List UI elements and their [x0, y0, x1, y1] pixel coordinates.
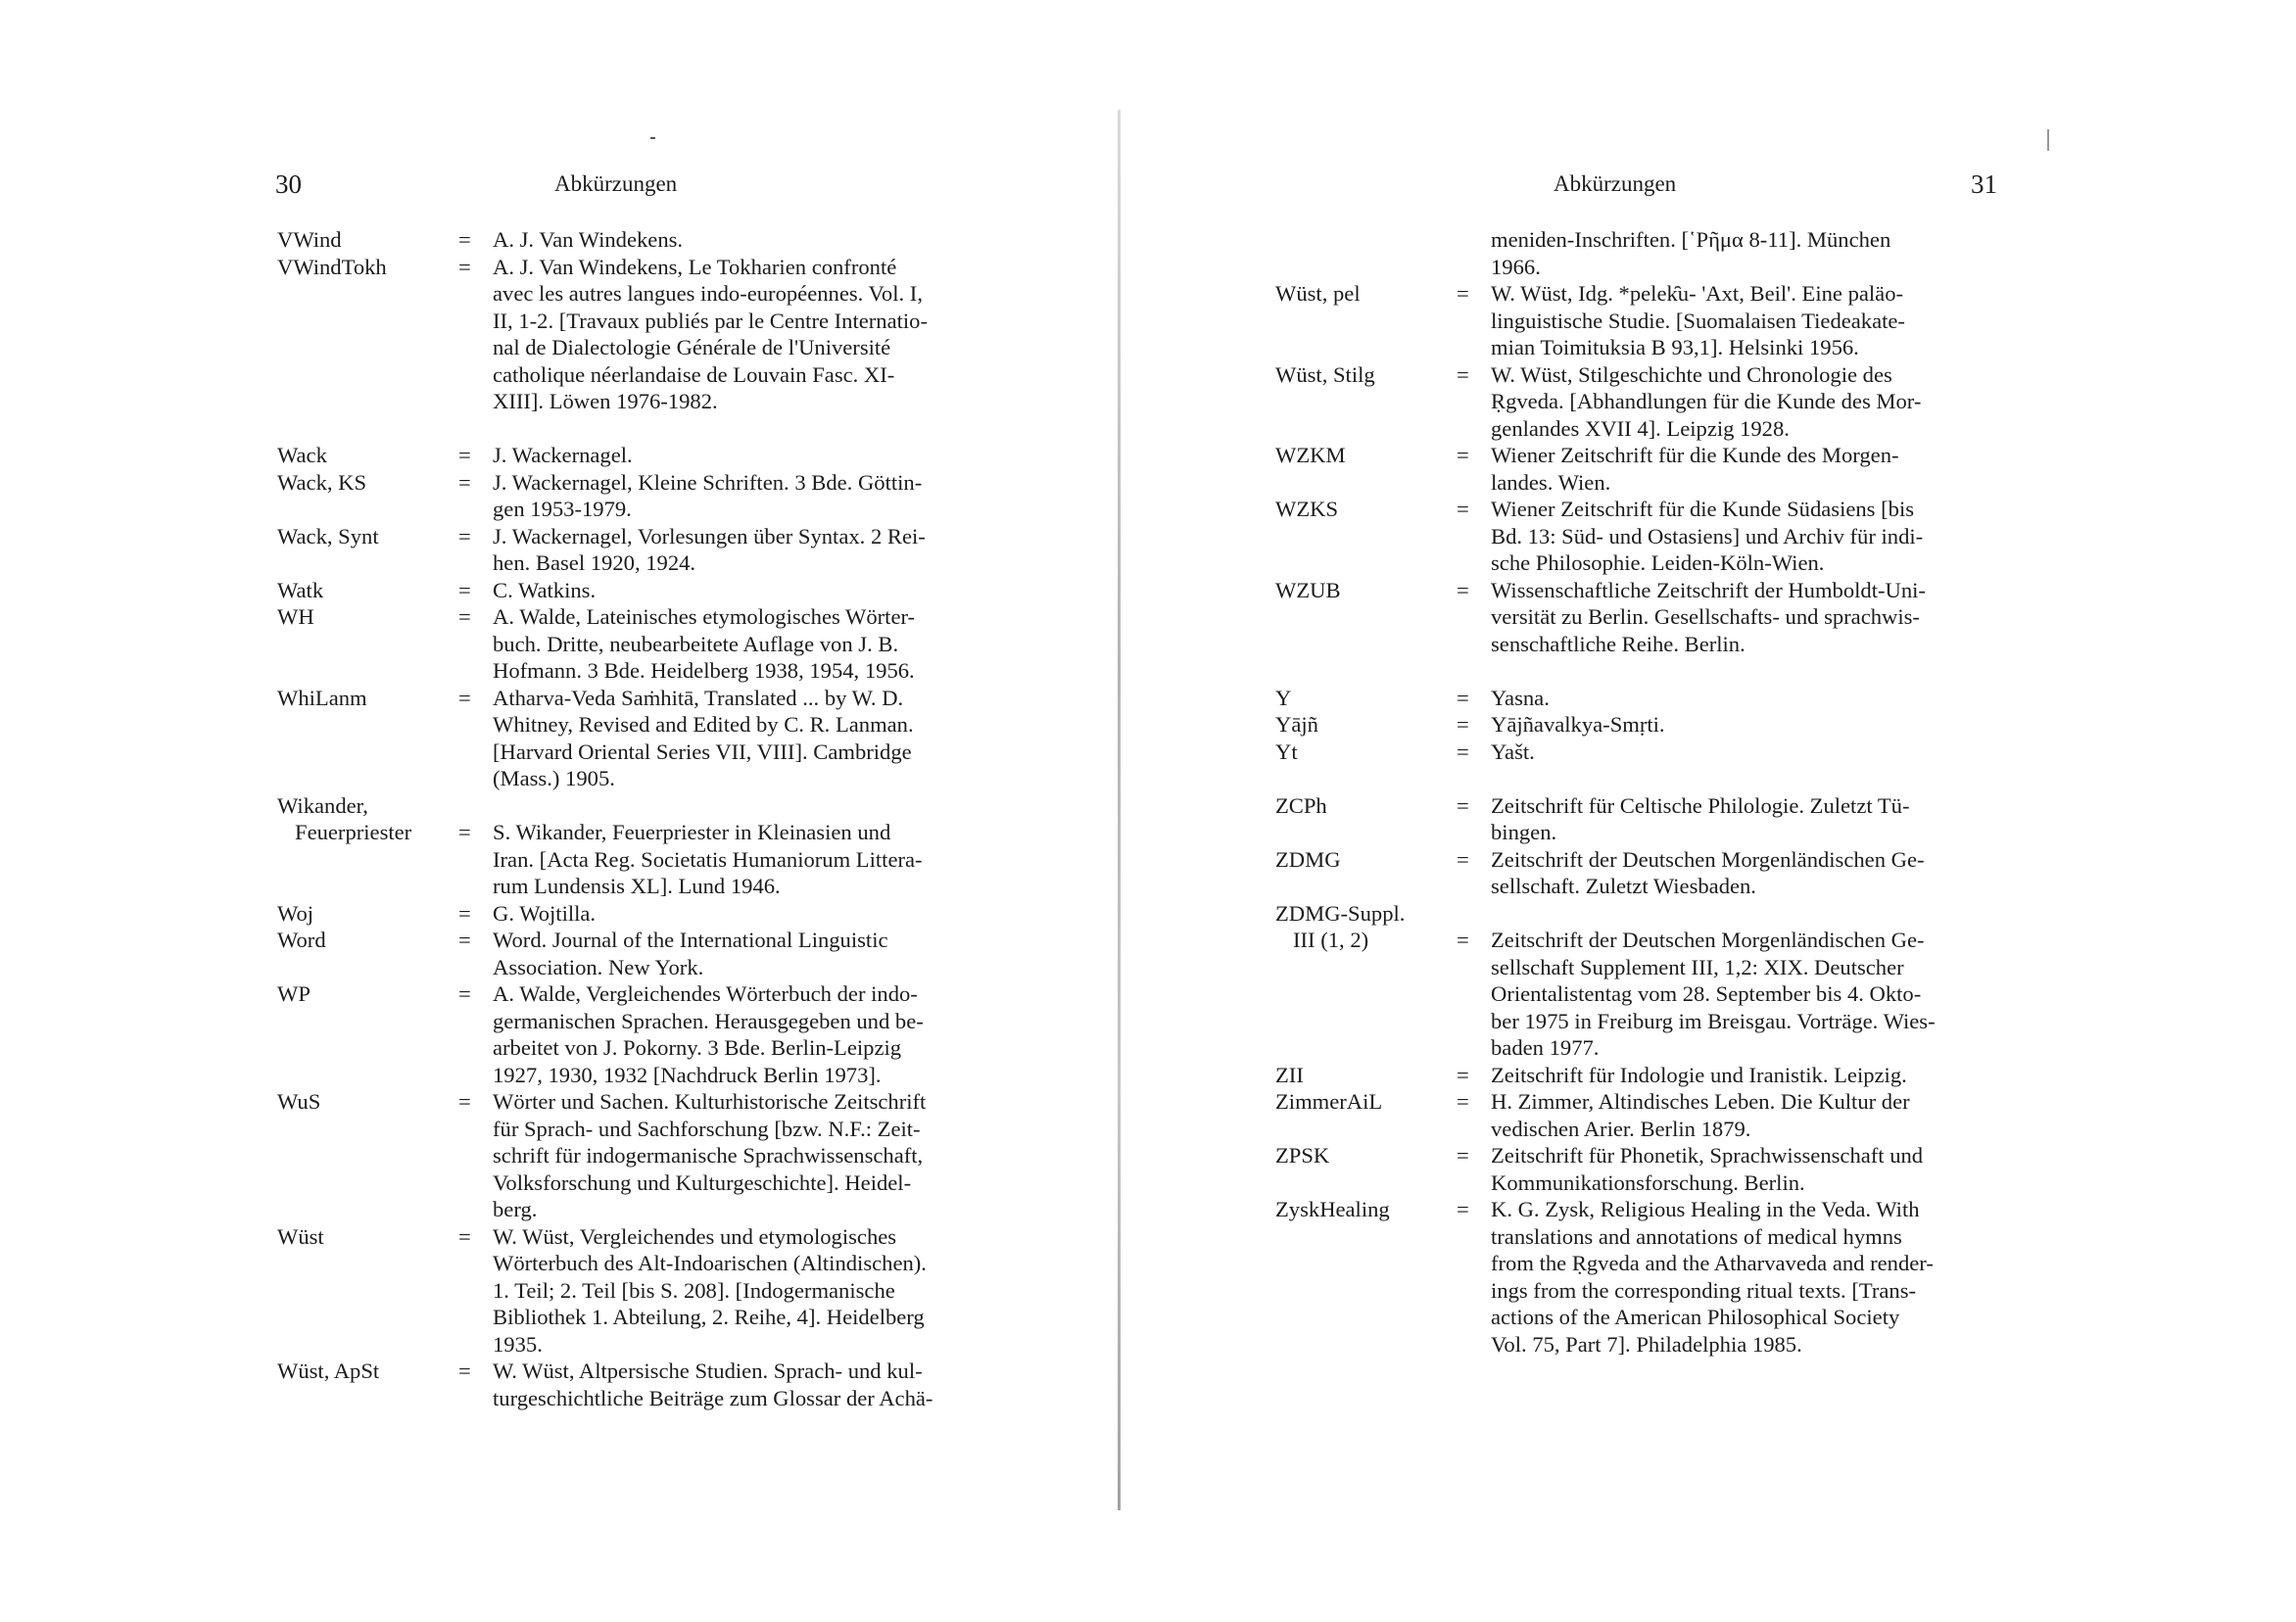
list-item — [1275, 442, 1983, 496]
running-header: Abkürzungen — [1554, 171, 1677, 196]
entry-definition: Zeitschrift der Deutschen Morgenländischen Ge- sellschaft Supplement III, 1,2: XIX. Deutscher Orientalistentag vom 28. September bis 4. Okto- ber 1975 in Freiburg im Breisgau. Vorträge. Wies- baden 1977. — [1491, 928, 1936, 1060]
equals-sign: = — [458, 227, 471, 252]
entry-abbreviation: Woj — [277, 900, 314, 926]
page-number: 30 — [275, 169, 302, 199]
entry-abbreviation: Yājñ — [1275, 712, 1318, 737]
equals-sign: = — [1457, 928, 1469, 952]
page-number: 31 — [1971, 169, 1997, 199]
running-header: Abkürzungen — [554, 171, 678, 196]
entry-abbreviation: ZPSK — [1275, 1143, 1330, 1168]
list-item — [1275, 900, 1983, 928]
entry-definition: A. Walde, Lateinisches etymologisches Wörter- buch. Dritte, neubearbeitete Auflage von J. B. Hofmann. 3 Bde. Heidelberg 1938, 1954, 1956. — [493, 604, 916, 683]
entry-definition: S. Wikander, Feuerpriester in Kleinasien und Iran. [Acta Reg. Societatis Humaniorum Littera- rum Lundensis XL]. Lund 1946. — [493, 820, 923, 898]
entry-definition: J. Wackernagel, Kleine Schriften. 3 Bde. Göttin- gen 1953-1979. — [493, 469, 923, 521]
entry-abbreviation: Wüst, ApSt — [277, 1359, 380, 1383]
list-item — [1275, 927, 1983, 1062]
entry-abbreviation: Wack, Synt — [277, 523, 379, 549]
equals-sign: = — [458, 523, 471, 549]
list-item — [1275, 685, 1983, 712]
entry-abbreviation: III (1, 2) — [1293, 928, 1369, 952]
continued-entry — [1275, 226, 1983, 280]
left-page — [0, 0, 1136, 1622]
entry-definition: Yašt. — [1491, 739, 1535, 764]
list-item — [277, 254, 984, 415]
entry-abbreviation: ZDMG — [1275, 846, 1341, 872]
entry-definition: W. Wüst, Idg. *pelek̑u- 'Axt, Beil'. Eine paläo- linguistische Studie. [Suomalaisen Tiedeakate- mian Toimituksia B 93,1]. Helsinki 1956. — [1491, 281, 1905, 359]
entry-abbreviation: WZUB — [1275, 577, 1341, 602]
list-item — [1275, 792, 1983, 846]
equals-sign: = — [1457, 497, 1469, 521]
list-item — [277, 226, 984, 254]
equals-sign: = — [458, 928, 471, 952]
equals-sign: = — [458, 820, 471, 844]
entry-definition: Wissenschaftliche Zeitschrift der Humboldt-Uni- versität zu Berlin. Gesellschafts- und sprachwis- senschaftliche Reihe. Berlin. — [1491, 577, 1926, 656]
equals-sign: = — [458, 1223, 471, 1249]
entry-definition: Wiener Zeitschrift für die Kunde des Morgen- landes. Wien. — [1491, 443, 1899, 495]
list-item — [1275, 1142, 1983, 1196]
entry-abbreviation: Wüst, pel — [1275, 281, 1361, 306]
entry-abbreviation: Watk — [277, 577, 324, 602]
entry-definition: W. Wüst, Stilgeschichte und Chronologie des Ṛgveda. [Abhandlungen für die Kunde des Mor- genlandes XVII 4]. Leipzig 1928. — [1491, 361, 1922, 441]
entry-abbreviation: ZII — [1275, 1062, 1304, 1087]
equals-sign: = — [1457, 361, 1469, 387]
entry-definition: Word. Journal of the International Linguistic Association. New York. — [493, 928, 888, 979]
entry-abbreviation: Word — [277, 928, 326, 952]
entry-definition: C. Watkins. — [493, 577, 597, 602]
abbreviation-list — [1275, 226, 1983, 1358]
equals-sign: = — [1457, 685, 1469, 710]
entry-definition: J. Wackernagel, Vorlesungen über Syntax. 2 Rei- hen. Basel 1920, 1924. — [493, 523, 926, 575]
entry-abbreviation: WuS — [277, 1089, 321, 1114]
entry-definition: Zeitschrift für Indologie und Iranistik. Leipzig. — [1491, 1062, 1907, 1087]
equals-sign: = — [458, 900, 471, 926]
entry-abbreviation: ZyskHealing — [1275, 1197, 1390, 1221]
list-item — [1275, 361, 1983, 443]
list-item — [1275, 1196, 1983, 1358]
list-item — [1275, 280, 1983, 361]
list-item — [1275, 496, 1983, 577]
equals-sign: = — [458, 1089, 471, 1114]
right-page — [1136, 0, 2296, 1622]
equals-sign: = — [458, 254, 471, 279]
entry-abbreviation: ZCPh — [1275, 792, 1327, 818]
entry-definition: Atharva-Veda Saṁhitā, Translated ... by W. D. Whitney, Revised and Edited by C. R. Lanman. [Harvard Oriental Series VII, VIII]. Cambridge (Mass.) 1905. — [493, 685, 914, 790]
list-item — [277, 523, 984, 577]
equals-sign: = — [458, 577, 471, 602]
equals-sign: = — [1457, 577, 1469, 602]
entry-definition: A. J. Van Windekens. — [493, 227, 684, 252]
entry-definition: H. Zimmer, Altindisches Leben. Die Kultur der vedischen Arier. Berlin 1879. — [1491, 1089, 1910, 1141]
book-gutter — [1118, 110, 1121, 1510]
entry-abbreviation: ZimmerAiL — [1275, 1089, 1383, 1114]
entry-definition: Yasna. — [1491, 685, 1550, 710]
entry-definition: W. Wüst, Vergleichendes und etymologisches Wörterbuch des Alt-Indoarischen (Altindischen). 1. Teil; 2. Teil [bis S. 208]. [Indogermanische Bibliothek 1. Abteilung, 2. Reihe, 4]. Heidelberg 1935. — [493, 1223, 927, 1357]
list-item — [1275, 1062, 1983, 1089]
list-item — [277, 577, 984, 604]
entry-definition: Yājñavalkya-Smṛti. — [1491, 712, 1665, 737]
equals-sign: = — [1457, 281, 1469, 306]
entry-definition: Zeitschrift der Deutschen Morgenländischen Ge- sellschaft. Zuletzt Wiesbaden. — [1491, 846, 1925, 898]
equals-sign: = — [1457, 1089, 1469, 1114]
equals-sign: = — [1457, 846, 1469, 872]
entry-definition: A. Walde, Vergleichendes Wörterbuch der indo- germanischen Sprachen. Herausgegeben und be- arbeitet von J. Pokorny. 3 Bde. Berlin-Leipzig 1927, 1930, 1932 [Nachdruck Berlin 1973]. — [493, 981, 924, 1087]
list-item — [277, 685, 984, 792]
equals-sign: = — [458, 981, 471, 1006]
list-item — [277, 442, 984, 469]
entry-definition: A. J. Van Windekens, Le Tokharien confronté avec les autres langues indo-européennes. Vol. I, II, 1-2. [Travaux publiés par le Centre Internatio- nal de Dialectologie Générale de l'Université catholique néerlandaise de Louvain Fasc. XI- XIII]. Löwen 1976-1982. — [493, 254, 928, 413]
entry-abbreviation: Y — [1275, 685, 1292, 710]
list-item — [1275, 739, 1983, 766]
entry-abbreviation: ZDMG-Suppl. — [1275, 900, 1406, 926]
list-item — [277, 1088, 984, 1223]
list-item — [277, 819, 984, 900]
equals-sign: = — [1457, 1062, 1469, 1087]
entry-definition: Zeitschrift für Phonetik, Sprachwissenschaft und Kommunikationsforschung. Berlin. — [1491, 1143, 1924, 1195]
list-item — [277, 792, 984, 820]
entry-abbreviation: VWind — [277, 227, 342, 252]
entry-definition: K. G. Zysk, Religious Healing in the Veda. With translations and annotations of medical hymns from the Ṛgveda and the Atharvaveda and render- ings from the corresponding ritual texts. [Trans- actions of the American Philosophical Society Vol. 75, Part 7]. Philadelphia 1985. — [1491, 1197, 1934, 1357]
entry-abbreviation: WZKS — [1275, 497, 1339, 521]
equals-sign: = — [458, 685, 471, 710]
equals-sign: = — [1457, 712, 1469, 737]
entry-definition: meniden-Inschriften. [῾Ρῆμα 8-11]. München 1966. — [1491, 227, 1891, 279]
equals-sign: = — [1457, 1143, 1469, 1168]
list-item — [277, 900, 984, 928]
entry-definition: Wörter und Sachen. Kulturhistorische Zeitschrift für Sprach- und Sachforschung [bzw. N.F.: Zeit- schrift für indogermanische Sprachwissenschaft, Volksforschung und Kulturgeschichte]. Heidel- berg. — [493, 1089, 927, 1221]
equals-sign: = — [458, 443, 471, 467]
entry-abbreviation: Wikander, — [277, 792, 368, 818]
entry-definition: J. Wackernagel. — [493, 443, 633, 467]
equals-sign: = — [458, 1359, 471, 1383]
list-item — [277, 469, 984, 523]
list-item — [277, 1223, 984, 1359]
entry-abbreviation: WH — [277, 604, 314, 629]
equals-sign: = — [1457, 739, 1469, 764]
scan-speck — [650, 137, 655, 139]
list-item — [1275, 1088, 1983, 1142]
entry-abbreviation: Wüst, Stilg — [1275, 361, 1375, 387]
list-item — [277, 603, 984, 685]
equals-sign: = — [458, 604, 471, 629]
entry-abbreviation: Wack, KS — [277, 469, 367, 495]
entry-abbreviation: Feuerpriester — [295, 820, 412, 844]
list-item — [277, 980, 984, 1088]
entry-abbreviation: WhiLanm — [277, 685, 367, 710]
equals-sign: = — [1457, 1197, 1469, 1221]
list-item — [277, 927, 984, 980]
list-item — [1275, 577, 1983, 658]
entry-abbreviation: Wüst — [277, 1223, 324, 1249]
list-item — [277, 1358, 984, 1411]
list-item — [1275, 711, 1983, 739]
entry-abbreviation: Wack — [277, 443, 327, 467]
list-item — [1275, 846, 1983, 900]
entry-abbreviation: VWindTokh — [277, 254, 387, 279]
equals-sign: = — [1457, 443, 1469, 467]
entry-definition: W. Wüst, Altpersische Studien. Sprach- und kul- turgeschichtliche Beiträge zum Glossar der Achä- — [493, 1359, 933, 1410]
equals-sign: = — [458, 469, 471, 495]
entry-abbreviation: Yt — [1275, 739, 1298, 764]
entry-definition: Wiener Zeitschrift für die Kunde Südasiens [bis Bd. 13: Süd- und Ostasiens] und Archiv für indi- sche Philosophie. Leiden-Köln-Wien. — [1491, 497, 1924, 575]
entry-definition: G. Wojtilla. — [493, 900, 597, 926]
entry-abbreviation: WP — [277, 981, 311, 1006]
scan-speck — [2047, 129, 2049, 151]
equals-sign: = — [1457, 792, 1469, 818]
entry-abbreviation: WZKM — [1275, 443, 1346, 467]
abbreviation-list — [277, 226, 984, 1411]
entry-definition: Zeitschrift für Celtische Philologie. Zuletzt Tü- bingen. — [1491, 792, 1910, 844]
